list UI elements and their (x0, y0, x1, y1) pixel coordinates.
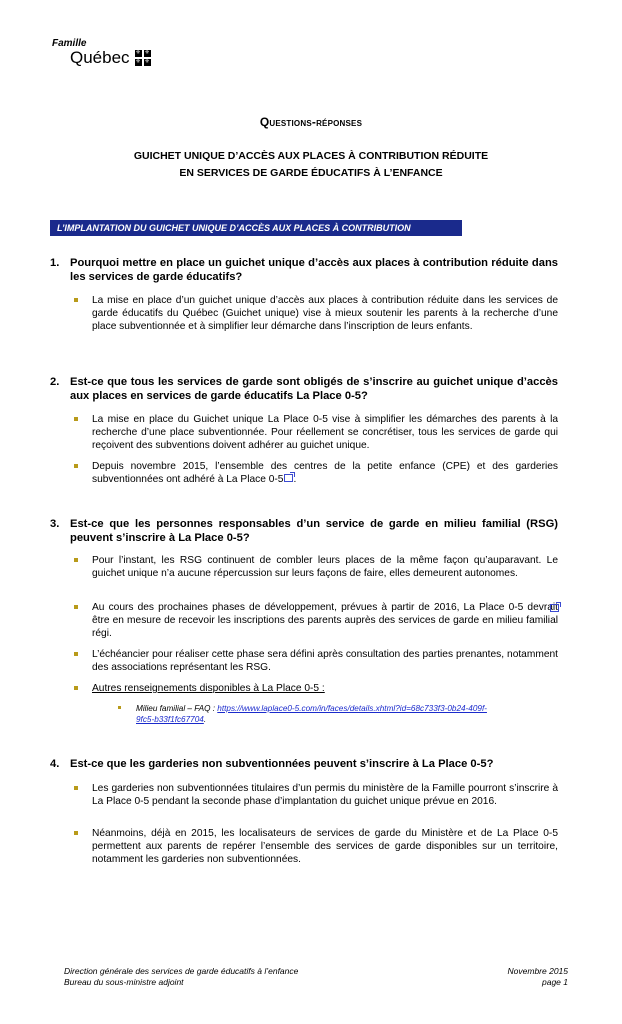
footer-left: Direction générale des services de garde éducatifs à l’enfance Bureau du sous-ministre adjoint (64, 966, 299, 987)
document-subtitle: GUICHET UNIQUE D’ACCÈS AUX PLACES À CONTRIBUTION RÉDUITE EN SERVICES DE GARDE ÉDUCATIFS À L’ENFANCE (133, 150, 489, 179)
bullet-square-icon (118, 706, 121, 709)
bullet-item: Néanmoins, déjà en 2015, les localisateurs de services de garde du Ministère et de La Place 0-5 permettent aux parents de repérer l’ensemble des services de garde disponibles sur un territoire, notamment les garderies non subventionnées. (74, 827, 558, 866)
bullet-square-icon (74, 831, 78, 835)
bullet-square-icon (74, 786, 78, 790)
logo-quebec: Québec (70, 48, 130, 67)
bullet-item: Depuis novembre 2015, l’ensemble des centres de la petite enfance (CPE) et des garderies subventionnées ont adhéré à La Place 0-5 . (74, 460, 558, 486)
bullet-item: La mise en place du Guichet unique La Place 0-5 vise à simplifier les démarches des parents à la recherche d’une place subventionnée. Pour réellement se concrétiser, tous les services de garde qui reçoivent des subventions doivent adhérer au guichet unique. (74, 413, 558, 452)
bullet-item: Au cours des prochaines phases de développement, prévues à partir de 2016, La Place 0-5 devrait être en mesure de recevoir les inscriptions des parents auprès des services de garde en milieu familial régi. (74, 601, 558, 640)
sub-bullet-item: Milieu familial – FAQ : https://www.laplace0-5.com/in/faces/details.xhtml?id=68c733f3-0b24-409f- 9fc5-b33f1fc67704. (118, 703, 558, 725)
faq-link[interactable]: https://www.laplace0-5.com/in/faces/details.xhtml?id=68c733f3-0b24-409f- 9fc5-b33f1fc67704 (136, 704, 487, 724)
bullet-square-icon (74, 464, 78, 468)
more-info-link-heading: Autres renseignements disponibles à La Place 0-5 : (92, 683, 325, 694)
fleur-de-lis-icon: ⚜ ⚜ ⚜ ⚜ (135, 50, 150, 65)
bullet-item: Les garderies non subventionnées titulaires d’un permis du ministère de la Famille pourront s’inscrire à La Place 0-5 pendant la seconde phase d’implantation du guichet unique prévue en 2016. (74, 782, 558, 808)
bullet-square-icon (74, 686, 78, 690)
bullet-square-icon (74, 558, 78, 562)
question-3: 3. Est-ce que les personnes responsables d’un service de garde en milieu familial (RSG) peuvent s’inscrire à La Place 0-5? (50, 518, 558, 544)
logo-famille: Famille (52, 38, 87, 49)
section-heading-band: L’IMPLANTATION DU GUICHET UNIQUE D’ACCÈS AUX PLACES À CONTRIBUTION (50, 220, 462, 236)
page-number: page 1 (542, 977, 568, 987)
bullet-item: La mise en place d’un guichet unique d’accès aux places à contribution réduite dans les services de garde éducatifs du Québec (Guichet unique) vise à mieux soutenir les parents à la recherche d’une place subventionnée et à simplifier leur démarche dans l’inscription de leurs enfants. (74, 294, 558, 333)
bullet-item (74, 682, 558, 695)
external-link-icon[interactable] (284, 474, 293, 482)
bullet-square-icon (74, 417, 78, 421)
footer-right: Novembre 2015 page 1 (507, 966, 568, 987)
bullet-item: L’échéancier pour réaliser cette phase sera défini après consultation des parties prenantes, notamment des associations représentant les RSG. (74, 648, 558, 674)
bullet-square-icon (74, 298, 78, 302)
bullet-square-icon (74, 652, 78, 656)
famille-quebec-logo (52, 38, 151, 67)
question-2: 2. Est-ce que tous les services de garde sont obligés de s’inscrire au guichet unique d’accès aux places en services de garde éducatifs La Place 0-5? (50, 376, 558, 402)
document-title: Questions-réponses (259, 115, 363, 129)
question-4: 4. Est-ce que les garderies non subventionnées peuvent s’inscrire à La Place 0-5? (50, 758, 494, 770)
question-1: 1. Pourquoi mettre en place un guichet unique d’accès aux places à contribution réduite dans les services de garde éducatifs? (50, 257, 558, 283)
bullet-item: Pour l’instant, les RSG continuent de combler leurs places de la même façon qu’auparavant. Le guichet unique n’a aucune répercussion sur leurs façons de faire, elles demeurent autonomes. (74, 554, 558, 580)
external-link-icon[interactable] (550, 604, 559, 612)
bullet-square-icon (74, 605, 78, 609)
